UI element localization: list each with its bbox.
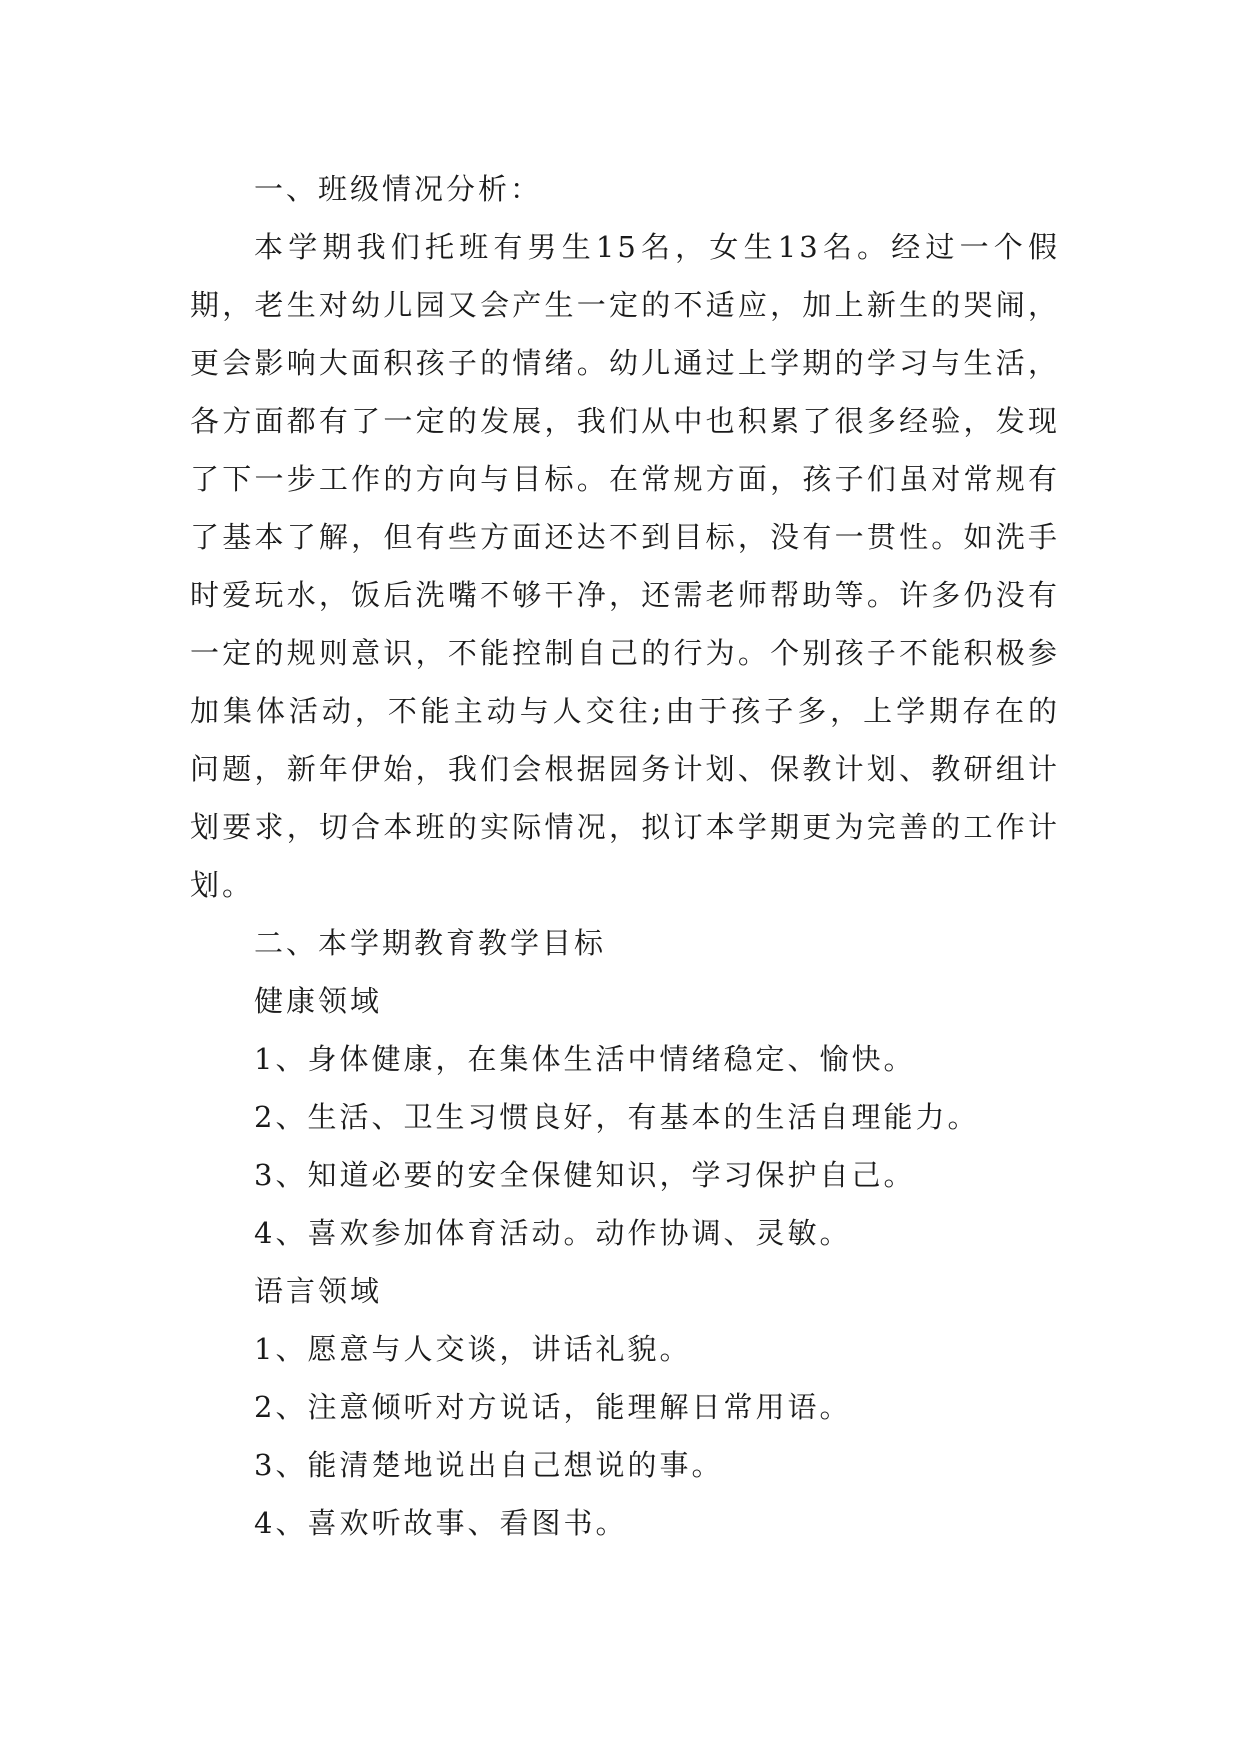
health-goal-item: 3、知道必要的安全保健知识，学习保护自己。 (254, 1158, 916, 1192)
health-goal-item: 2、生活、卫生习惯良好，有基本的生活自理能力。 (254, 1100, 980, 1134)
section-heading-class-analysis: 一、班级情况分析： (254, 172, 543, 206)
class-analysis-paragraph: 本学期我们托班有男生15名，女生13名。经过一个假期，老生对幼儿园又会产生一定的不适应，加上新生的哭闹，更会影响大面积孩子的情绪。幼儿通过上学期的学习与生活，各方面都有了一定的发展，我们从中也积累了很多经验，发现了下一步工作的方向与目标。在常规方面，孩子们虽对常规有了基本了解，但有些方面还达不到目标，没有一贯性。如洗手时爱玩水，饭后洗嘴不够干净，还需老师帮助等。许多仍没有一定的规则意识，不能控制自己的行为。个别孩子不能积极参加集体活动，不能主动与人交往;由于孩子多，上学期存在的问题，新年伊始，我们会根据园务计划、保教计划、教研组计划要求，切合本班的实际情况，拟订本学期更为完善的工作计划。 (190, 230, 1060, 902)
language-goal-item: 2、注意倾听对方说话，能理解日常用语。 (254, 1390, 852, 1424)
health-goal-item: 1、身体健康，在集体生活中情绪稳定、愉快。 (254, 1042, 916, 1076)
language-goal-item: 4、喜欢听故事、看图书。 (254, 1506, 628, 1540)
document-body (190, 160, 1060, 1552)
health-goal-item: 4、喜欢参加体育活动。动作协调、灵敏。 (254, 1216, 852, 1250)
language-goal-item: 1、愿意与人交谈，讲话礼貌。 (254, 1332, 692, 1366)
language-goal-item: 3、能清楚地说出自己想说的事。 (254, 1448, 724, 1482)
subheading-health-domain: 健康领域 (254, 984, 383, 1018)
subheading-language-domain: 语言领域 (254, 1274, 383, 1308)
section-heading-teaching-goals: 二、本学期教育教学目标 (254, 926, 607, 960)
